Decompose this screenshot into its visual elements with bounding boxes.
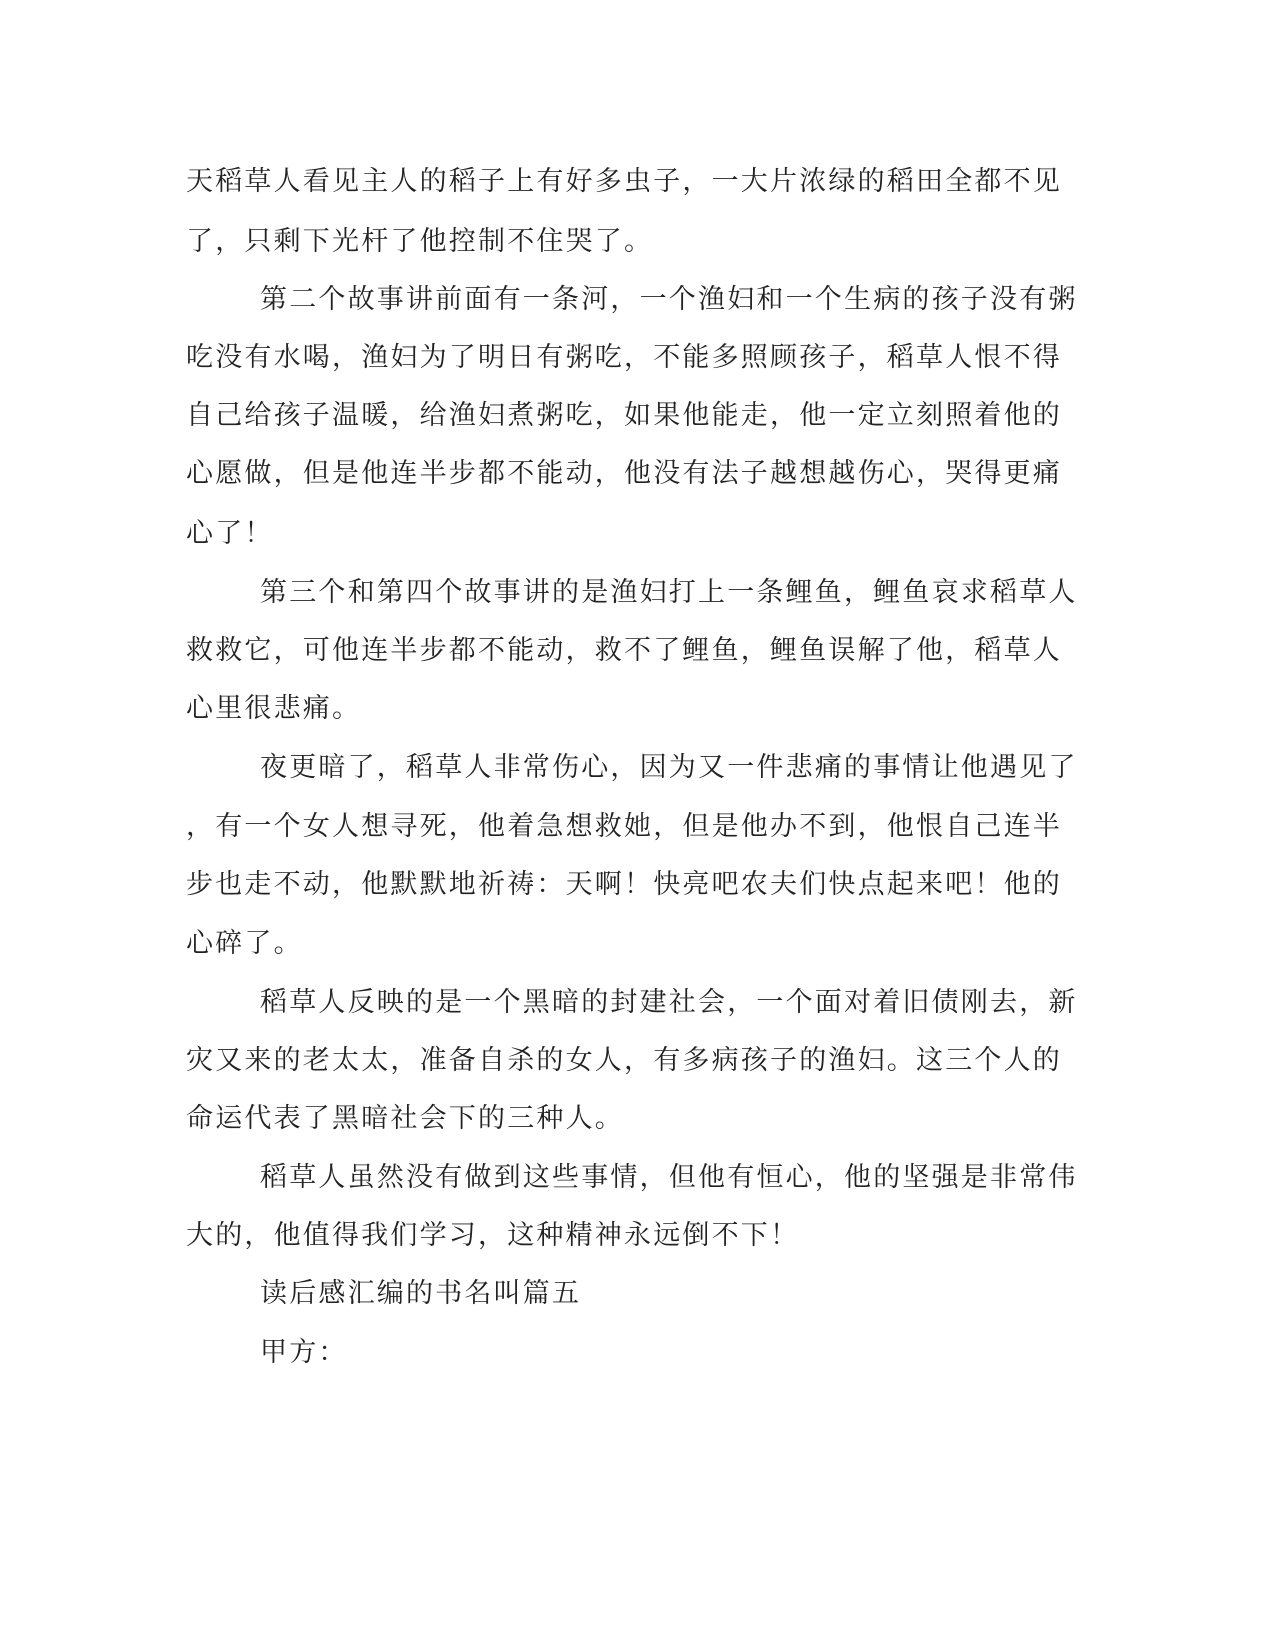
text-line: 大的，他值得我们学习，这种精神永远倒不下！	[186, 1220, 800, 1251]
party-a-label: 甲方：	[260, 1337, 348, 1368]
paragraph-start-line: 夜更暗了，稻草人非常伤心，因为又一件悲痛的事情让他遇见了	[260, 752, 1078, 783]
text-line: 心里很悲痛。	[186, 693, 362, 724]
text-line: 心碎了。	[186, 928, 303, 959]
text-line: 救救它，可他连半步都不能动，救不了鲤鱼，鲤鱼误解了他，稻草人	[186, 635, 1062, 666]
paragraph-start-line: 稻草人虽然没有做到这些事情，但他有恒心，他的坚强是非常伟	[260, 1162, 1078, 1193]
text-line: 命运代表了黑暗社会下的三种人。	[186, 1103, 624, 1134]
text-line: 吃没有水喝，渔妇为了明日有粥吃，不能多照顾孩子，稻草人恨不得	[186, 342, 1062, 373]
text-line: 灾又来的老太太，准备自杀的女人，有多病孩子的渔妇。这三个人的	[186, 1045, 1062, 1076]
text-line: ，有一个女人想寻死，他着急想救她，但是他办不到，他恨自己连半	[186, 811, 1062, 842]
text-line: 步也走不动，他默默地祈祷：天啊！快亮吧农夫们快点起来吧！他的	[186, 869, 1062, 900]
paragraph-start-line: 第二个故事讲前面有一条河，一个渔妇和一个生病的孩子没有粥	[260, 284, 1078, 315]
text-line: 天稻草人看见主人的稻子上有好多虫子，一大片浓绿的稻田全都不见	[186, 166, 1062, 197]
text-line: 心愿做，但是他连半步都不能动，他没有法子越想越伤心，哭得更痛	[186, 458, 1062, 489]
text-line: 自己给孩子温暖，给渔妇煮粥吃，如果他能走，他一定立刻照着他的	[186, 400, 1062, 431]
paragraph-start-line: 第三个和第四个故事讲的是渔妇打上一条鲤鱼，鲤鱼哀求稻草人	[260, 577, 1078, 608]
text-line: 了，只剩下光杆了他控制不住哭了。	[186, 226, 654, 257]
text-line: 心了！	[186, 518, 274, 549]
paragraph-start-line: 稻草人反映的是一个黑暗的封建社会，一个面对着旧债刚去，新	[260, 987, 1078, 1018]
section-heading: 读后感汇编的书名叫篇五	[260, 1278, 582, 1309]
